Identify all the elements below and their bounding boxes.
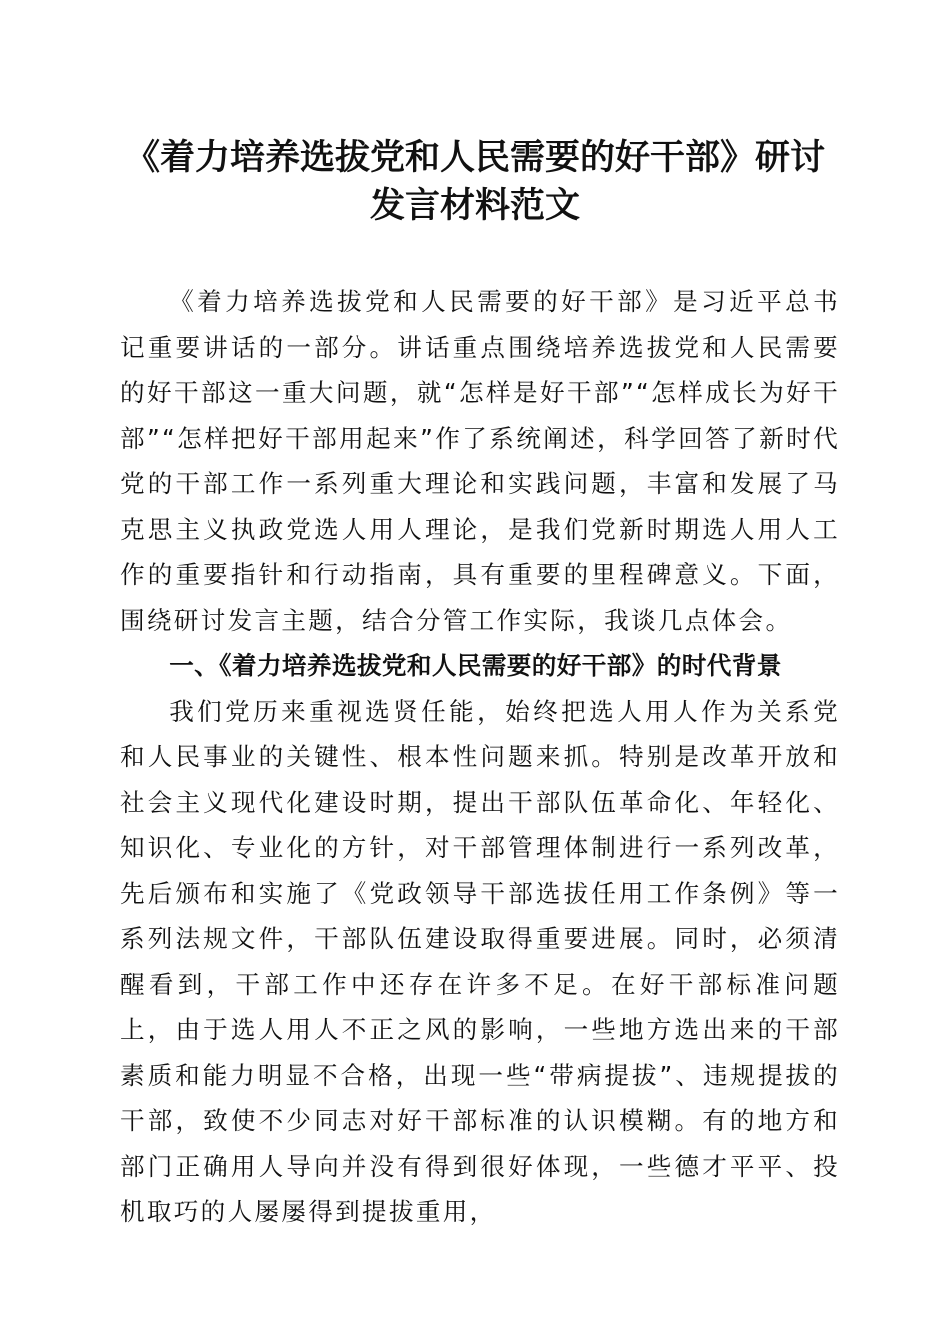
section-1-paragraph: 我们党历来重视选贤任能，始终把选人用人作为关系党和人民事业的关键性、根本性问题来抓。特别是改革开放和社会主义现代化建设时期，提出干部队伍革命化、年轻化、知识化、专业化的方针，对干部管理体制进行一系列改革，先后颁布和实施了《党政领导干部选拔任用工作条例》等一系列法规文件，干部队伍建设取得重要进展。同时，必须清醒看到，干部工作中还存在许多不足。在好干部标准问题上，由于选人用人不正之风的影响，一些地方选出来的干部素质和能力明显不合格，出现一些“带病提拔”、违规提拔的干部，致使不少同志对好干部标准的认识模糊。有的地方和部门正确用人导向并没有得到很好体现，一些德才平平、投机取巧的人屡屡得到提拔重用， <box>120 696 840 1226</box>
title-line-1: 《着力培养选拔党和人民需要的好干部》研讨 <box>124 137 825 178</box>
document-body <box>120 279 840 1235</box>
title-line-2: 发言材料范文 <box>369 185 580 226</box>
section-heading-1: 一、《着力培养选拔党和人民需要的好干部》的时代背景 <box>169 651 782 680</box>
document-title <box>110 134 840 230</box>
intro-paragraph: 《着力培养选拔党和人民需要的好干部》是习近平总书记重要讲话的一部分。讲话重点围绕培养选拔党和人民需要的好干部这一重大问题，就“怎样是好干部”“怎样成长为好干部”“怎样把好干部用起来”作了系统阐述，科学回答了新时代党的干部工作一系列重大理论和实践问题，丰富和发展了马克思主义执政党选人用人理论，是我们党新时期选人用人工作的重要指针和行动指南，具有重要的里程碑意义。下面，围绕研讨发言主题，结合分管工作实际，我谈几点体会。 <box>120 287 840 635</box>
